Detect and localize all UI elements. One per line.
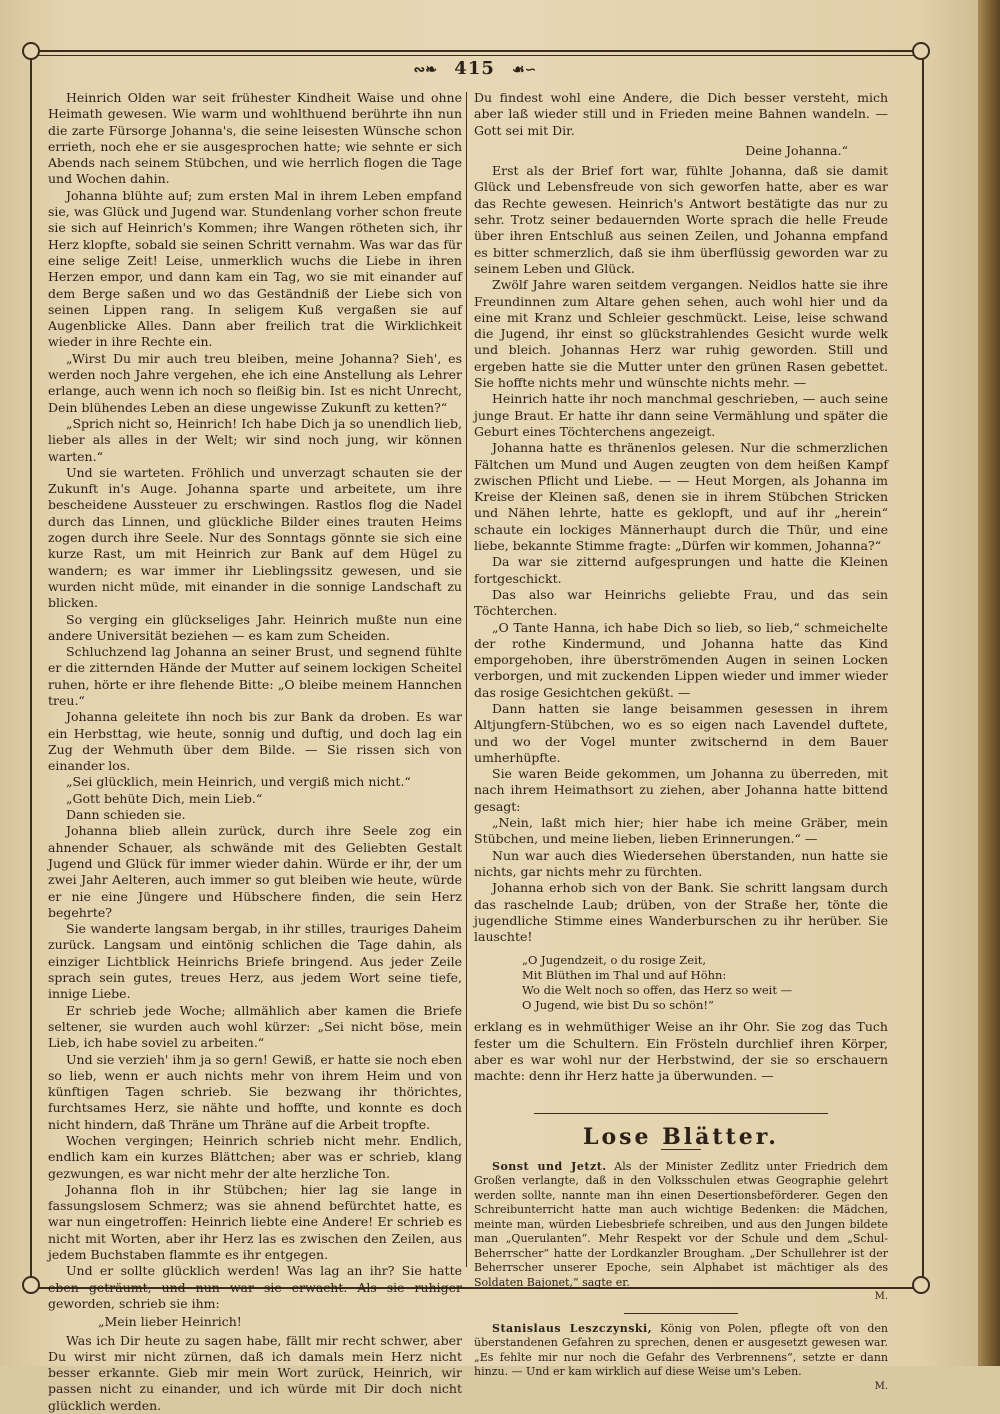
poem-line: Wo die Welt noch so offen, das Herz so weit — <box>522 983 793 998</box>
paragraph: erklang es in wehmüthiger Weise an ihr Ohr. Sie zog das Tuch fester um die Schultern. Ein Frösteln durchlief ihren Körper, aber es war wohl nur der Herbstwind, der sie so erschauern machte: denn ihr Herz hatte ja überwunden. — <box>474 1019 888 1084</box>
header-ornament-right-icon: ☙∽ <box>512 62 537 78</box>
item-text: König von Polen, pflegte oft von den überstandenen Gefahren zu sprechen, denen er ausgesetzt gewesen war. „Es fehlte mir nur noch die Gefahr des Verbrennens“, setzte er dann hinzu. — Und er kam wirklich auf diese Weise um's Leben. <box>474 1321 888 1379</box>
letter-signature: Deine Johanna.“ <box>745 142 848 158</box>
left-column <box>48 90 462 1414</box>
item-lead: Stanislaus Leszczynski, <box>492 1321 653 1335</box>
poem-line: O Jugend, wie bist Du so schön!“ <box>522 998 714 1013</box>
paragraph: Da war sie zitternd aufgesprungen und hatte die Kleinen fortgeschickt. <box>474 554 888 586</box>
divider <box>624 1313 738 1314</box>
miscellany-item <box>474 1322 888 1395</box>
paragraph: Dann hatten sie lange beisammen gesessen in ihrem Altjungfern-Stübchen, wo es so eigen nach Lavendel duftete, und wo der Vogel munter zwitschernd in dem Bauer umherhüpfte. <box>474 700 888 765</box>
item-text: Als der Minister Zedlitz unter Friedrich dem Großen verlangte, daß in den Volksschulen etwas Geographie gelehrt werden sollte, nannte man ihn einen Desertionsbeförderer. Gegen den Schreibunterricht hatte man auch wichtige Bedenken: die Mädchen, meinte man, würden Liebesbriefe schreiben, und aus den Jungen bildete man „Querulanten“. Mehr Respekt vor der Schule und dem „Schul-Beherrscher“ hatte der Lordkanzler Brougham. „Der Schullehrer ist der Beherrscher unserer Epoche, sein Alphabet ist mächtiger als des Soldaten Bajonet,“ sagte er. <box>474 1159 888 1289</box>
corner-ornament-icon <box>22 1276 40 1294</box>
item-signature: M. <box>874 1380 888 1392</box>
paragraph: Heinrich hatte ihr noch manchmal geschrieben, — auch seine junge Braut. Er hatte ihr dann seine Vermählung und später die Geburt eines Töchterchens angezeigt. <box>474 391 888 439</box>
paragraph: Erst als der Brief fort war, fühlte Johanna, daß sie damit Glück und Lebensfreude von sich geworfen hatte, aber es war das Rechte gewesen. Heinrich's Antwort bestätigte das nur zu sehr. Trotz seiner bedauernden Worte sprach die helle Freude über ihren Entschluß aus seinen Zeilen, und Johanna empfand es bitter schmerzlich, daß sie ihm überflüssig geworden war zu seinem Leben und Glück. <box>474 163 888 276</box>
paragraph: Er schrieb jede Woche; allmählich aber kamen die Briefe seltener, sie wurden auch wohl kürzer: „Sei nicht böse, mein Lieb, ich habe soviel zu arbeiten.“ <box>48 1002 462 1051</box>
right-column <box>474 90 888 1394</box>
column-divider <box>466 92 467 1267</box>
letter-salutation: „Mein lieber Heinrich! <box>98 1314 242 1330</box>
poem-line: Mit Blüthen im Thal und auf Höhn: <box>522 968 727 983</box>
poem <box>522 953 888 1013</box>
paragraph: Johanna erhob sich von der Bank. Sie schritt langsam durch das raschelnde Laub; drüben, von der Straße her, tönte die jugendliche Stimme eines Wanderburschen zu ihr herüber. Sie lauschte! <box>474 880 888 945</box>
paragraph: Johanna blieb allein zurück, durch ihre Seele zog ein ahnender Schauer, als schwände mit des Geliebten Gestalt Jugend und Glück für immer wieder dahin. Würde er ihr, der um zwei Jahr Aelteren, auch immer so gut bleiben wie heute, würde er nie eine Jüngere und Hübschere finden, die sein Herz begehrte? <box>48 823 462 920</box>
paragraph: Und er sollte glücklich werden! Was lag an ihr? Sie hatte eben geträumt, und nun war sie erwacht. Als sie ruhiger geworden, schrieb sie ihm: <box>48 1263 462 1311</box>
paragraph: „O Tante Hanna, ich habe Dich so lieb, so lieb,“ schmeichelte der rothe Kindermund, und Johanna hatte das Kind emporgehoben, ihre überströmenden Augen in seinen Locken verborgen, und mit zuckenden Lippen wieder und immer wieder das rosige Gesichtchen geküßt. — <box>474 619 888 700</box>
paragraph: Sie wanderte langsam bergab, in ihr stilles, trauriges Daheim zurück. Langsam und eintönig schlichen die Tage dahin, als einziger Lichtblick Heinrichs Briefe bringend. Aus jeder Zeile sprach sein gutes, treues Herz, aus jedem Wort seine tiefe, innige Liebe. <box>48 921 462 1002</box>
poem-line: „O Jugendzeit, o du rosige Zeit, <box>522 953 707 968</box>
page-number: 415 <box>454 58 495 79</box>
paragraph: Schluchzend lag Johanna an seiner Brust, und segnend fühlte er die zitternden Hände der Mutter auf seinem lockigen Scheitel ruhen, hörte er ihre flehende Bitte: „O bleibe meinem Hannchen treu.“ <box>48 644 462 708</box>
letter-body: Was ich Dir heute zu sagen habe, fällt mir recht schwer, aber Du wirst mir nicht zürnen, daß ich damals mein Herz nicht besser erkannte. Gieb mir mein Wort zurück, Heinrich, wir passen nicht zu einander, und ich würde mit Dir doch nicht glücklich werden. <box>48 1332 462 1413</box>
item-lead: Sonst und Jetzt. <box>492 1159 607 1173</box>
paragraph: „Gott behüte Dich, mein Lieb.“ <box>66 790 263 806</box>
paragraph: Johanna floh in ihr Stübchen; hier lag sie lange in fassungslosem Schmerz; was sie ahnend befürchtet hatte, es war nun eingetroffen: Heinrich liebte eine Andere! Er schrieb es nicht mit Worten, aber ihr Herz las es zwischen den Zeilen, aus jedem Buchstaben flammte es ihr entgegen. <box>48 1181 462 1263</box>
paragraph: Und sie verzieh' ihm ja so gern! Gewiß, er hatte sie noch eben so lieb, wenn er auch nichts mehr von ihrem Heim und von künftigen Tagen schrieb. Sie bezwang ihr thörichtes, furchtsames Herz, sie nähte und hoffte, und konnte es doch nicht hindern, daß Thräne um Thräne auf die Arbeit tropfte. <box>48 1051 462 1132</box>
section-title: Lose Blätter. <box>474 1129 888 1150</box>
header-ornament-left-icon: ∾❧ <box>413 62 438 78</box>
paragraph: Johanna geleitete ihn noch bis zur Bank da droben. Es war ein Herbsttag, wie heute, sonnig und duftig, und doch lag ein Zug der Wehmuth über dem Bilde. — Sie rissen sich von einander los. <box>48 709 462 774</box>
paragraph: Johanna hatte es thränenlos gelesen. Nur die schmerzlichen Fältchen um Mund und Augen zeugten von dem heißen Kampf zwischen Pflicht und Liebe. — — Heut Morgen, als Johanna im Kreise der Kleinen saß, denen sie in ihrem Stübchen Stricken und Nähen lehrte, hatte es geklopft, und auf ihr „herein“ schaute ein lockiges Männerhaupt durch die Thür, und eine liebe, bekannte Stimme fragte: „Dürfen wir kommen, Johanna?“ <box>474 440 888 554</box>
letter-continued: Du findest wohl eine Andere, die Dich besser versteht, mich aber laß wieder still und in Frieden meine Bahnen wandeln. — Gott sei mit Dir. <box>474 90 888 138</box>
paragraph: „Sei glücklich, mein Heinrich, und vergiß mich nicht.“ <box>66 774 411 790</box>
paragraph: Heinrich Olden war seit frühester Kindheit Waise und ohne Heimath gewesen. Wie warm und wohlthuend berührte ihn nun die zarte Fürsorge Johanna's, die seine leisesten Wünsche schon errieth, noch ehe er sie ausgesprochen hatte; wie sehnte er sich Abends nach seinem Stübchen, und wie herrlich flogen die Tage und Wochen dahin. <box>48 90 462 187</box>
paragraph: „Sprich nicht so, Heinrich! Ich habe Dich ja so unendlich lieb, lieber als alles in der Welt; wir sind noch jung, wir können warten.“ <box>48 415 462 464</box>
paragraph: „Wirst Du mir auch treu bleiben, meine Johanna? Sieh', es werden noch Jahre vergehen, ehe ich eine Anstellung als Lehrer erlange, auch wenn ich noch so fleißig bin. Ist es nicht Unrecht, Dein blühendes Leben an diese ungewisse Zukunft zu ketten?“ <box>48 350 462 415</box>
page-header <box>0 58 950 79</box>
paragraph: Johanna blühte auf; zum ersten Mal in ihrem Leben empfand sie, was Glück und Jugend war. Stundenlang vorher schon freute sie sich auf Heinrich's Kommen; ihre Wangen rötheten sich, ihr Herz klopfte, sobald sie seinen Schritt vernahm. Was war das für eine selige Zeit! Leise, unmerklich wuchs die Liebe in ihren Herzen empor, und dann kam ein Tag, wo sie mit einander auf dem Berge saßen und wo das Geständniß der Liebe sich von seinen Lippen rang. In seligem Kuß vergaßen sie auf Augenblicke Alles. Dann aber freilich trat die Wirklichkeit wieder in ihre Rechte ein. <box>48 187 462 350</box>
item-signature: M. <box>874 1291 888 1303</box>
paragraph: So verging ein glückseliges Jahr. Heinrich mußte nun eine andere Universität beziehen — es kam zum Scheiden. <box>48 611 462 643</box>
book-spine <box>978 0 1000 1366</box>
paragraph: Dann schieden sie. <box>66 807 186 823</box>
paragraph: Und sie warteten. Fröhlich und unverzagt schauten sie der Zukunft in's Auge. Johanna sparte und arbeitete, um ihre bescheidene Aussteuer zu erschwingen. Rastlos flog die Nadel durch das Linnen, und glückliche Bilder eines trauten Heims zogen durch ihre Seele. Nur des Sonntags gönnte sie sich eine kurze Rast, um mit Heinrich zur Bank auf dem Hügel zu wandern; es war immer ihr Lieblingssitz gewesen, und sie wurden nicht müde, mit einander in die sonnige Landschaft zu blicken. <box>48 464 462 611</box>
paragraph: „Nein, laßt mich hier; hier habe ich meine Gräber, mein Stübchen, und meine lieben, lieben Erinnerungen.“ — <box>474 815 888 847</box>
corner-ornament-icon <box>912 1276 930 1294</box>
miscellany-item <box>474 1160 888 1305</box>
paragraph: Zwölf Jahre waren seitdem vergangen. Neidlos hatte sie ihre Freundinnen zum Altare gehen sehen, auch wohl hier und da eine mit Kranz und Schleier geschmückt. Leise, leise schwand die Jugend, ihr einst so glückstrahlendes Gesicht wurde welk und bleich. Johannas Herz war ruhig geworden. Still und ergeben hatte sie die Mutter unter den grünen Rasen gebettet. Sie hoffte nichts mehr und wünschte nichts mehr. — <box>474 277 888 391</box>
paragraph: Das also war Heinrichs geliebte Frau, und das sein Töchterchen. <box>474 586 888 619</box>
paragraph: Wochen vergingen; Heinrich schrieb nicht mehr. Endlich, endlich kam ein kurzes Blättchen; aber was er schrieb, klang gezwungen, es war nicht mehr der alte herzliche Ton. <box>48 1133 462 1181</box>
paragraph: Sie waren Beide gekommen, um Johanna zu überreden, mit nach ihrem Heimathsort zu ziehen, aber Johanna hatte bittend gesagt: <box>474 766 888 814</box>
paragraph: Nun war auch dies Wiedersehen überstanden, nun hatte sie nichts, gar nichts mehr zu fürchten. <box>474 847 888 879</box>
